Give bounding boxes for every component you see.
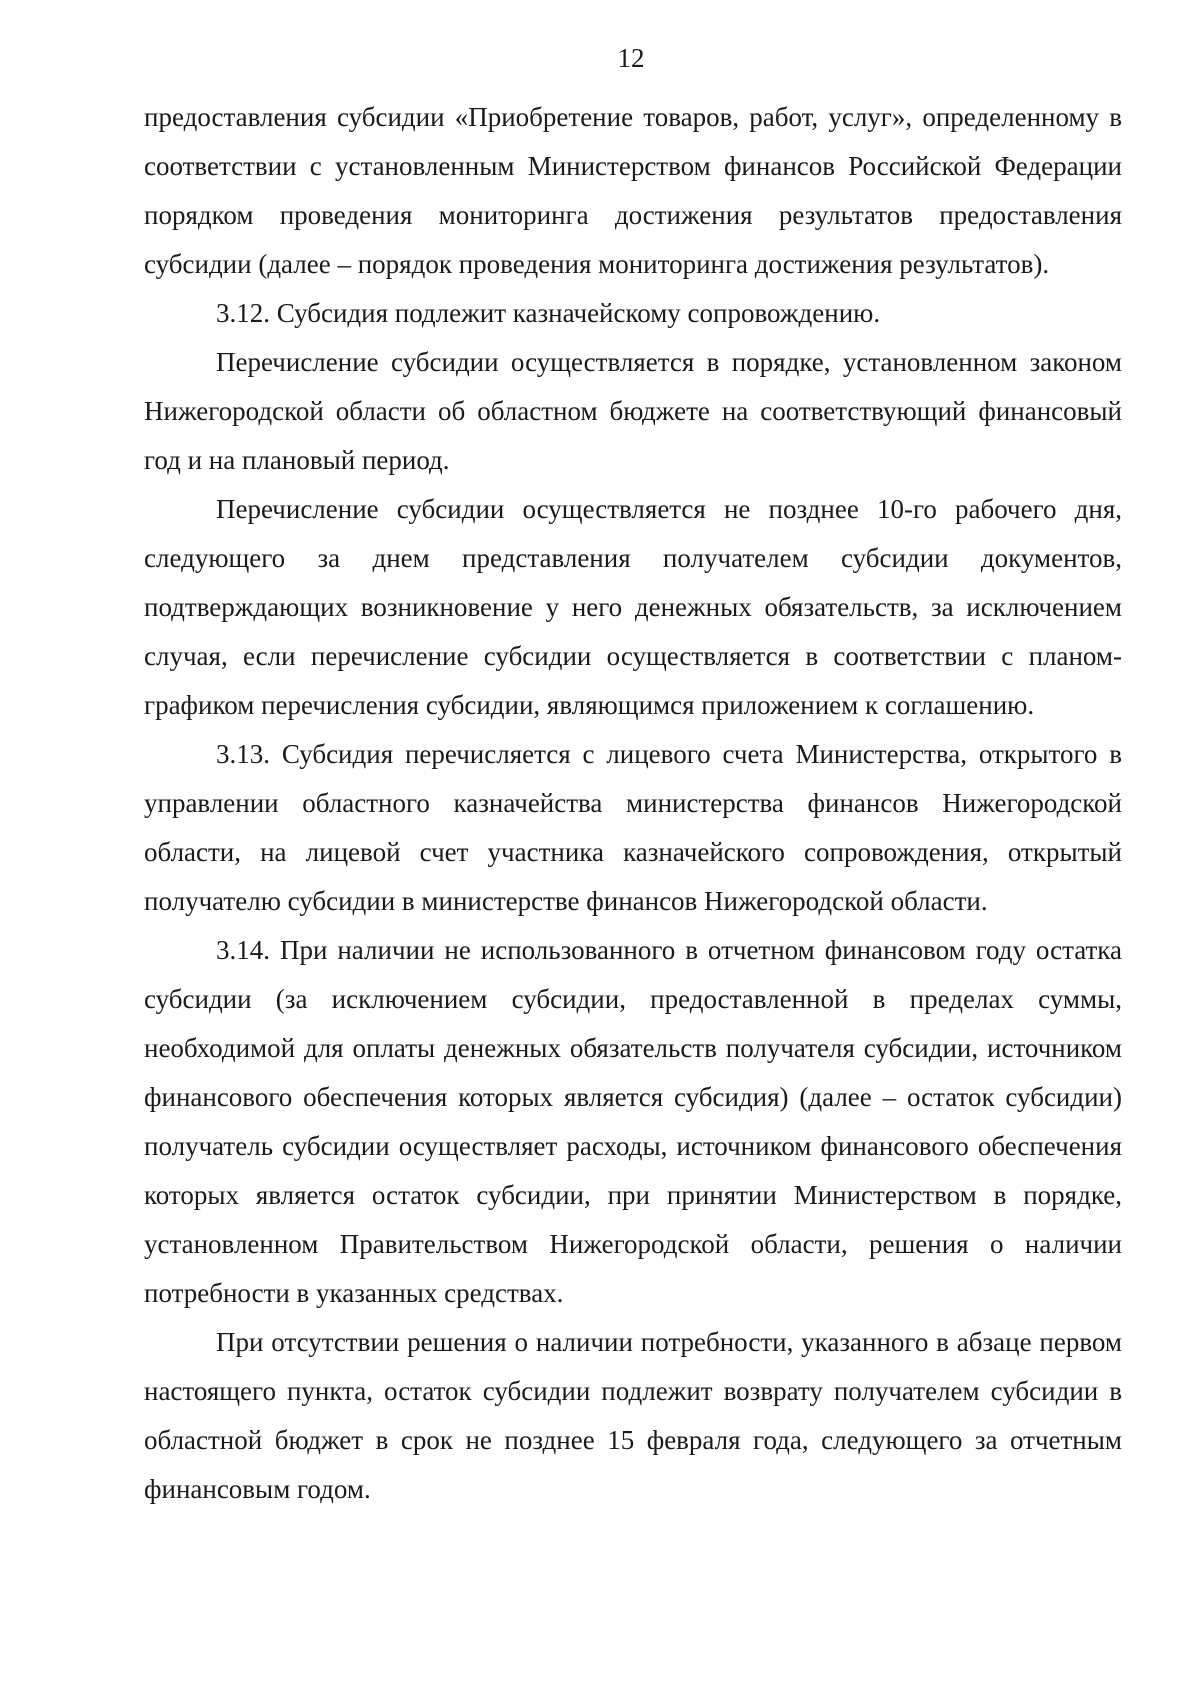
paragraph-3-13: 3.13. Субсидия перечисляется с лицевого счета Министерства, открытого в управлении областного казначейства министерства финансов Нижегородской области, на лицевой счет участника казначейского сопровождения, открытый получателю субсидии в министерстве финансов Нижегородской области. xyxy=(144,739,1122,916)
page-number: 12 xyxy=(617,43,645,73)
document-body xyxy=(144,93,1122,1514)
paragraph-transfer-deadline: Перечисление субсидии осуществляется не позднее 10-го рабочего дня, следующего за днем представления получателем субсидии документов, подтверждающих возникновение у него денежных обязательств, за исключением случая, если перечисление субсидии осуществляется в соответствии с планом-графиком перечисления субсидии, являющимся приложением к соглашению. xyxy=(144,494,1122,720)
paragraph-continuation: предоставления субсидии «Приобретение товаров, работ, услуг», определенному в соответствии с установленным Министерством финансов Российской Федерации порядком проведения мониторинга достижения результатов предоставления субсидии (далее – порядок проведения мониторинга достижения результатов). xyxy=(144,102,1122,279)
paragraph-return-of-balance: При отсутствии решения о наличии потребности, указанного в абзаце первом настоящего пункта, остаток субсидии подлежит возврату получателем субсидии в областной бюджет в срок не позднее 15 февраля года, следующего за отчетным финансовым годом. xyxy=(144,1327,1122,1504)
paragraph-3-14: 3.14. При наличии не использованного в отчетном финансовом году остатка субсидии (за исключением субсидии, предоставленной в пределах суммы, необходимой для оплаты денежных обязательств получателя субсидии, источником финансового обеспечения которых является субсидия) (далее – остаток субсидии) получатель субсидии осуществляет расходы, источником финансового обеспечения которых является остаток субсидии, при принятии Министерством в порядке, установленном Правительством Нижегородской области, решения о наличии потребности в указанных средствах. xyxy=(144,935,1122,1308)
paragraph-3-12: 3.12. Субсидия подлежит казначейскому сопровождению. xyxy=(216,298,881,328)
paragraph-transfer-order: Перечисление субсидии осуществляется в порядке, установленном законом Нижегородской области об областном бюджете на соответствующий финансовый год и на плановый период. xyxy=(144,347,1122,475)
